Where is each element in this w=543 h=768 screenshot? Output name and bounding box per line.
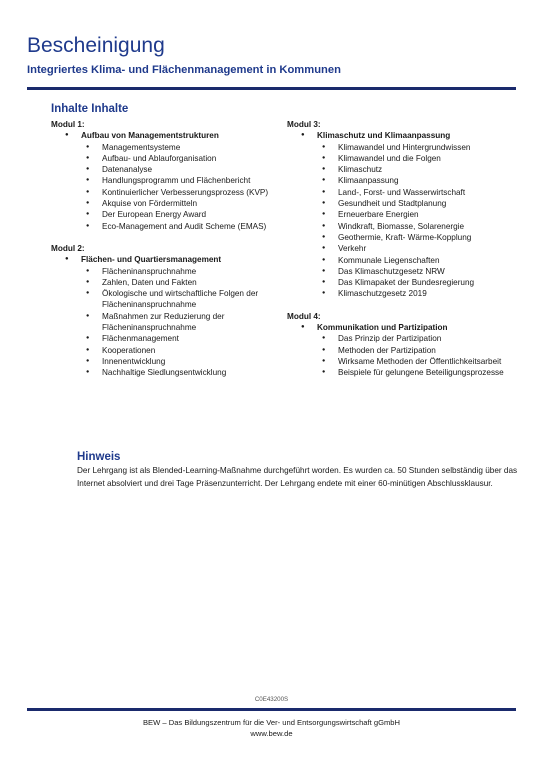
- list-item-label: Klimawandel und Hintergrundwissen: [338, 142, 471, 152]
- list-item-label: Eco-Management and Audit Scheme (EMAS): [102, 221, 267, 231]
- list-item-label: Windkraft, Biomasse, Solarenergie: [338, 221, 465, 231]
- module-spacer: [51, 232, 281, 243]
- module-spacer: [287, 300, 517, 311]
- list-item: [51, 345, 281, 356]
- bullet-icon: ●: [86, 222, 90, 229]
- bullet-icon: ●: [86, 369, 90, 376]
- list-item: [287, 142, 517, 153]
- bullet-icon: ●: [86, 166, 90, 173]
- module-topic-label: Flächen- und Quartiersmanagement: [81, 255, 222, 265]
- list-item: [287, 266, 517, 277]
- top-divider: [27, 87, 516, 90]
- bullet-icon: ●: [322, 335, 326, 342]
- footer-website[interactable]: www.bew.de: [250, 729, 293, 738]
- list-item: [51, 333, 281, 344]
- list-item-label: Innenentwicklung: [102, 356, 166, 366]
- footer-organization: BEW – Das Bildungszentrum für die Ver- und Entsorgungswirtschaft gGmbH: [142, 718, 401, 727]
- list-item: [51, 266, 281, 277]
- bullet-icon: ●: [86, 211, 90, 218]
- list-item-label: Klimaanpassung: [338, 176, 399, 186]
- list-item-label: Klimaschutz: [338, 165, 383, 175]
- list-item: [51, 164, 281, 175]
- bullet-icon: ●: [322, 346, 326, 353]
- list-item-label: Handlungsprogramm und Flächenbericht: [102, 176, 251, 186]
- list-item: [51, 142, 281, 153]
- right-column: [287, 119, 517, 379]
- bullet-icon: ●: [322, 211, 326, 218]
- page-title: Bescheinigung: [27, 34, 165, 57]
- list-item-label: Geothermie, Kraft- Wärme-Kopplung: [338, 232, 472, 242]
- bullet-icon: ●: [86, 346, 90, 353]
- list-item: [51, 367, 281, 378]
- list-item-label: Das Klimapaket der Bundesregierung: [338, 278, 475, 288]
- bullet-icon: ●: [322, 267, 326, 274]
- list-item-label: Das Klimaschutzgesetz NRW: [338, 266, 445, 276]
- bullet-icon: ●: [322, 188, 326, 195]
- bullet-icon: ●: [322, 256, 326, 263]
- bullet-icon: ●: [65, 256, 69, 263]
- bullet-icon: ●: [86, 335, 90, 342]
- bullet-icon: ●: [86, 154, 90, 161]
- module-block: [287, 119, 517, 300]
- module-topic: [287, 322, 517, 333]
- module-topic: [287, 130, 517, 141]
- list-item-label: Managementsysteme: [102, 142, 181, 152]
- bottom-divider: [27, 708, 516, 711]
- list-item: [287, 153, 517, 164]
- list-item: [287, 175, 517, 186]
- list-item-label: Erneuerbare Energien: [338, 210, 419, 220]
- bullet-icon: ●: [301, 324, 305, 331]
- document-code: C0E43200S: [254, 696, 289, 703]
- module-block: [51, 243, 281, 379]
- bullet-icon: ●: [86, 143, 90, 150]
- list-item: [287, 367, 517, 378]
- list-item-label: Beispiele für gelungene Beteiligungsprozesse: [338, 368, 504, 378]
- list-item: [287, 333, 517, 344]
- list-item-label: Datenanalyse: [102, 165, 153, 175]
- bullet-icon: ●: [322, 143, 326, 150]
- list-item: [287, 164, 517, 175]
- list-item-label: Ökologische und wirtschaftliche Folgen der Flächeninanspruchnahme: [102, 289, 259, 310]
- list-item-label: Der European Energy Award: [102, 210, 207, 220]
- list-item: [287, 209, 517, 220]
- list-item-label: Flächenmanagement: [102, 334, 179, 344]
- bullet-icon: ●: [86, 267, 90, 274]
- bullet-icon: ●: [322, 200, 326, 207]
- list-item-label: Verkehr: [338, 244, 367, 254]
- list-item: [287, 277, 517, 288]
- contents-heading: Inhalte Inhalte: [51, 103, 129, 115]
- bullet-icon: ●: [322, 290, 326, 297]
- list-item-label: Akquise von Fördermitteln: [102, 199, 198, 209]
- module-topic-label: Kommunikation und Partizipation: [317, 323, 448, 333]
- module-block: [287, 311, 517, 379]
- list-item: [51, 175, 281, 186]
- bullet-icon: ●: [86, 357, 90, 364]
- list-item: [51, 209, 281, 220]
- list-item: [287, 356, 517, 367]
- list-item-label: Wirksame Methoden der Öffentlichkeitsarbeit: [338, 356, 502, 366]
- list-item: [51, 153, 281, 164]
- list-item: [51, 356, 281, 367]
- list-item-label: Klimaschutzgesetz 2019: [338, 289, 427, 299]
- list-item-label: Gesundheit und Stadtplanung: [338, 199, 447, 209]
- bullet-icon: ●: [86, 200, 90, 207]
- list-item: [287, 288, 517, 299]
- list-item-label: Klimawandel und die Folgen: [338, 153, 441, 163]
- bullet-icon: ●: [322, 154, 326, 161]
- list-item: [51, 221, 281, 232]
- list-item: [287, 221, 517, 232]
- list-item-label: Zahlen, Daten und Fakten: [102, 277, 197, 287]
- bullet-icon: ●: [65, 132, 69, 139]
- hint-text: Der Lehrgang ist als Blended-Learning-Maßnahme durchgeführt worden. Es wurden ca. 50 Stunden selbständig über das Internet absolviert und drei Tage Präsenzunterricht. Der Lehrgang endete mit einer 60-minütigen Abschlussklausur.: [77, 466, 518, 488]
- bullet-icon: ●: [322, 357, 326, 364]
- list-item: [287, 198, 517, 209]
- list-item: [51, 288, 281, 311]
- list-item-label: Flächeninanspruchnahme: [102, 266, 197, 276]
- list-item-label: Aufbau- und Ablauforganisation: [102, 153, 217, 163]
- bullet-icon: ●: [86, 188, 90, 195]
- footer: [0, 717, 543, 739]
- list-item-label: Kooperationen: [102, 345, 156, 355]
- list-item: [51, 311, 281, 334]
- module-topic: [51, 130, 281, 141]
- list-item-label: Nachhaltige Siedlungsentwicklung: [102, 368, 227, 378]
- module-topic-list: [51, 130, 281, 232]
- page-subtitle: Integriertes Klima- und Flächenmanagement in Kommunen: [27, 64, 341, 76]
- bullet-icon: ●: [322, 245, 326, 252]
- bullet-icon: ●: [322, 177, 326, 184]
- list-item: [287, 232, 517, 243]
- module-topic-label: Klimaschutz und Klimaanpassung: [317, 131, 451, 141]
- bullet-icon: ●: [322, 166, 326, 173]
- list-item-label: Land-, Forst- und Wasserwirtschaft: [338, 187, 466, 197]
- module-topic-list: [287, 322, 517, 378]
- bullet-icon: ●: [86, 290, 90, 297]
- list-item-label: Kontinuierlicher Verbesserungsprozess (KVP): [102, 187, 269, 197]
- bullet-icon: ●: [86, 312, 90, 319]
- list-item-label: Kommunale Liegenschaften: [338, 255, 440, 265]
- module-topic: [51, 254, 281, 265]
- bullet-icon: ●: [322, 369, 326, 376]
- bullet-icon: ●: [322, 233, 326, 240]
- module-title: Modul 3:: [287, 120, 321, 129]
- module-topic-label: Aufbau von Managementstrukturen: [81, 131, 219, 141]
- bullet-icon: ●: [322, 279, 326, 286]
- list-item: [51, 277, 281, 288]
- bullet-icon: ●: [86, 177, 90, 184]
- bullet-icon: ●: [86, 278, 90, 285]
- list-item-label: Das Prinzip der Partizipation: [338, 334, 442, 344]
- module-topic-list: [287, 130, 517, 299]
- module-title: Modul 2:: [51, 243, 85, 253]
- module-title: Modul 4:: [287, 311, 321, 321]
- hint-heading: Hinweis: [77, 451, 121, 463]
- module-topic-list: [51, 254, 281, 378]
- list-item: [287, 243, 517, 254]
- list-item: [51, 198, 281, 209]
- bullet-icon: ●: [301, 132, 305, 139]
- module-block: [51, 119, 281, 232]
- list-item: [51, 187, 281, 198]
- left-column: [51, 119, 281, 379]
- list-item: [287, 345, 517, 356]
- module-title: Modul 1:: [51, 120, 85, 129]
- list-item: [287, 187, 517, 198]
- list-item: [287, 255, 517, 266]
- bullet-icon: ●: [322, 222, 326, 229]
- list-item-label: Methoden der Partizipation: [338, 345, 436, 355]
- list-item-label: Maßnahmen zur Reduzierung der Flächeninanspruchnahme: [102, 311, 225, 333]
